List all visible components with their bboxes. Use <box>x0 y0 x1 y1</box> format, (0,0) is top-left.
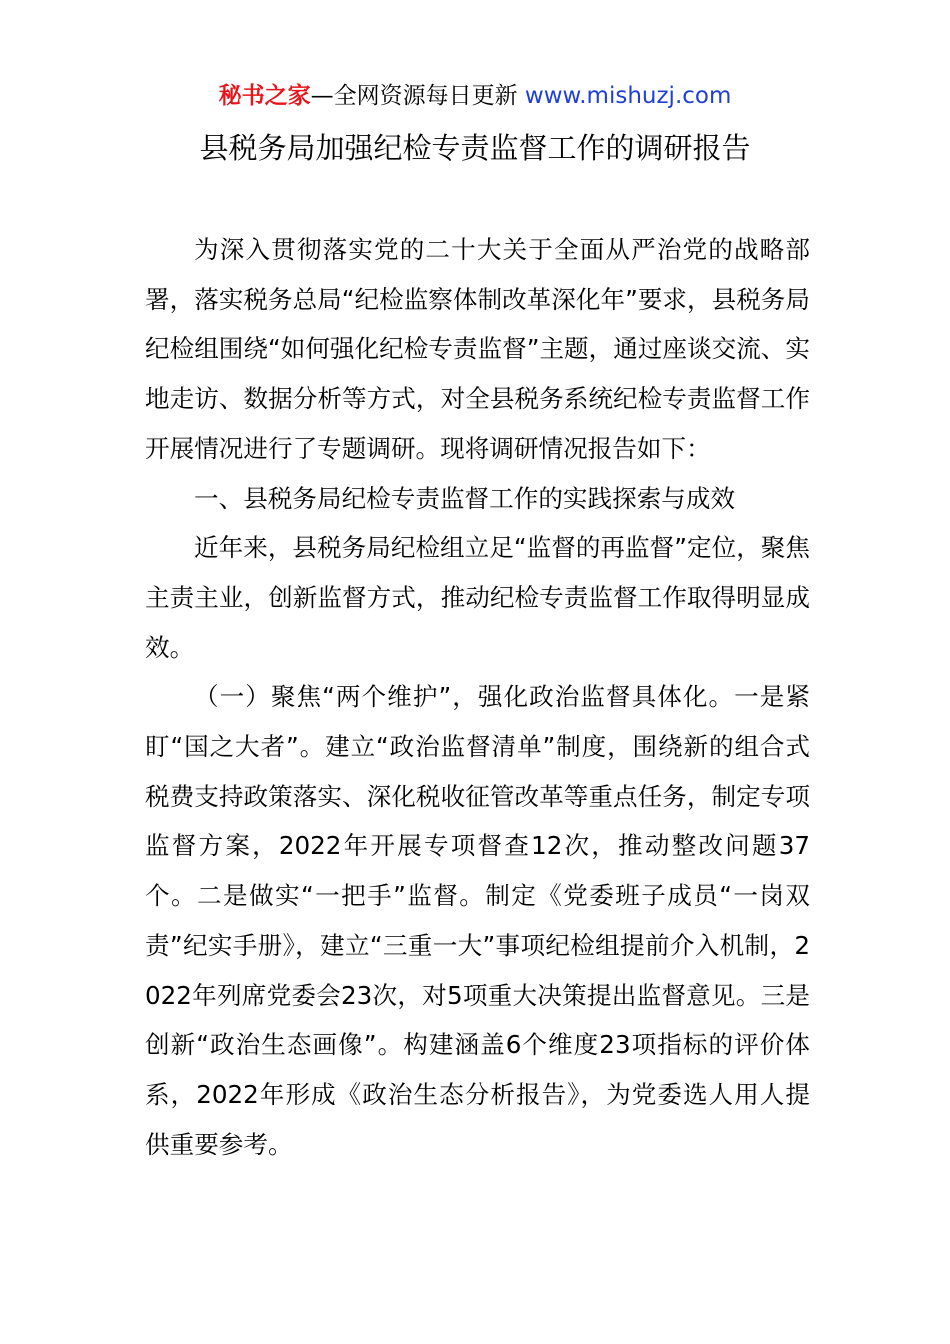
intro-paragraph: 为深入贯彻落实党的二十大关于全面从严治党的战略部署，落实税务总局“纪检监察体制改革深化年”要求，县税务局纪检组围绕“如何强化纪检专责监督”主题，通过座谈交流、实地走访、数据分析等方式，对全县税务系统纪检专责监督工作开展情况进行了专题调研。现将调研情况报告如下： <box>145 235 810 463</box>
header-tagline: —全网资源每日更新 <box>310 83 518 109</box>
site-url-link[interactable]: www.mishuzj.com <box>524 83 732 109</box>
document-body <box>145 225 810 1169</box>
subsection-1-paragraph: （一）聚焦“两个维护”，强化政治监督具体化。一是紧盯“国之大者”。建立“政治监督清单”制度，围绕新的组合式税费支持政策落实、深化税收征管改革等重点任务，制定专项监督方案，2022年开展专项督查12次，推动整改问题37个。二是做实“一把手”监督。制定《党委班子成员“一岗双责”纪实手册》，建立“三重一大”事项纪检组提前介入机制，2022年列席党委会23次，对5项重大决策提出监督意见。三是创新“政治生态画像”。构建涵盖6个维度23项指标的评价体系，2022年形成《政治生态分析报告》，为党委选人用人提供重要参考。 <box>145 682 810 1159</box>
section-heading-1: 一、县税务局纪检专责监督工作的实践探索与成效 <box>194 483 736 513</box>
brand-name: 秘书之家 <box>218 83 311 109</box>
section-1-paragraph: 近年来，县税务局纪检组立足“监督的再监督”定位，聚焦主责主业，创新监督方式，推动纪检专责监督工作取得明显成效。 <box>145 533 810 662</box>
document-title: 县税务局加强纪检专责监督工作的调研报告 <box>199 131 751 165</box>
site-header <box>0 80 950 112</box>
